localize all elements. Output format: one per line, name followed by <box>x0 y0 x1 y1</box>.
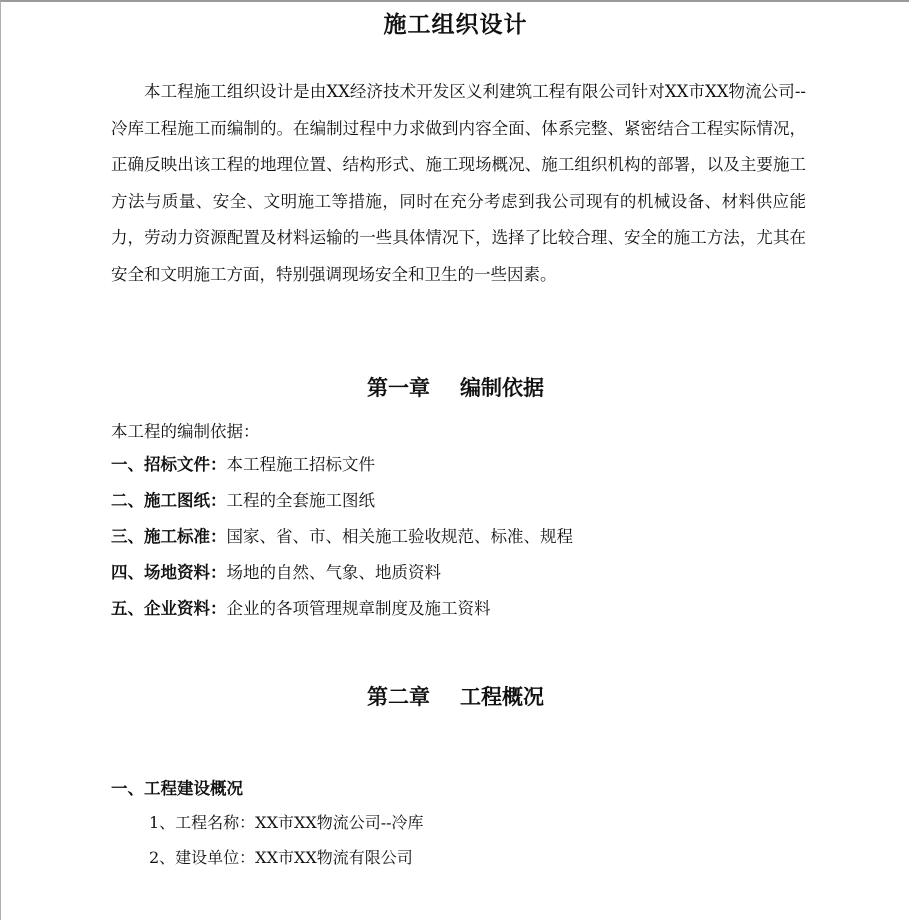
chapter-1-number: 第一章 <box>367 375 430 400</box>
basis-list <box>111 453 573 633</box>
chapter-1-name: 编制依据 <box>460 375 544 400</box>
project-detail-item: 2、建设单位：XX市XX物流有限公司 <box>149 848 413 867</box>
basis-item-desc: 工程的全套施工图纸 <box>226 491 375 510</box>
chapter-1-title <box>1 372 909 402</box>
basis-item <box>111 561 573 597</box>
project-detail-item: 1、工程名称：XX市XX物流公司--冷库 <box>149 813 424 832</box>
intro-paragraph: 本工程施工组织设计是由XX经济技术开发区义利建筑工程有限公司针对XX市XX物流公司--冷库工程施工而编制的。在编制过程中力求做到内容全面、体系完整、紧密结合工程实际情况，正确反映出该工程的地理位置、结构形式、施工现场概况、施工组织机构的部署，以及主要施工方法与质量、安全、文明施工等措施，同时在充分考虑到我公司现有的机械设备、材料供应能力，劳动力资源配置及材料运输的一些具体情况下，选择了比较合理、安全的施工方法，尤其在安全和文明施工方面，特别强调现场安全和卫生的一些因素。 <box>111 82 806 284</box>
basis-item-term: 三、施工标准： <box>111 527 227 546</box>
basis-item <box>111 525 573 561</box>
chapter-2-title <box>1 681 909 711</box>
project-detail-list <box>149 812 424 882</box>
chapter-2-name: 工程概况 <box>460 684 544 709</box>
section-heading: 一、工程建设概况 <box>111 779 243 798</box>
basis-item-desc: 本工程施工招标文件 <box>226 455 375 474</box>
chapter-2-number: 第二章 <box>367 684 430 709</box>
basis-item-term: 五、企业资料： <box>111 599 227 618</box>
basis-item-desc: 场地的自然、气象、地质资料 <box>226 563 441 582</box>
basis-item <box>111 453 573 489</box>
basis-intro: 本工程的编制依据： <box>111 422 260 441</box>
basis-item-desc: 国家、省、市、相关施工验收规范、标准、规程 <box>226 527 573 546</box>
basis-item <box>111 489 573 525</box>
basis-item <box>111 597 573 633</box>
document-title: 施工组织设计 <box>383 11 528 38</box>
basis-item-term: 四、场地资料： <box>111 563 227 582</box>
basis-item-desc: 企业的各项管理规章制度及施工资料 <box>226 599 491 618</box>
basis-item-term: 二、施工图纸： <box>111 491 227 510</box>
basis-item-term: 一、招标文件： <box>111 455 227 474</box>
